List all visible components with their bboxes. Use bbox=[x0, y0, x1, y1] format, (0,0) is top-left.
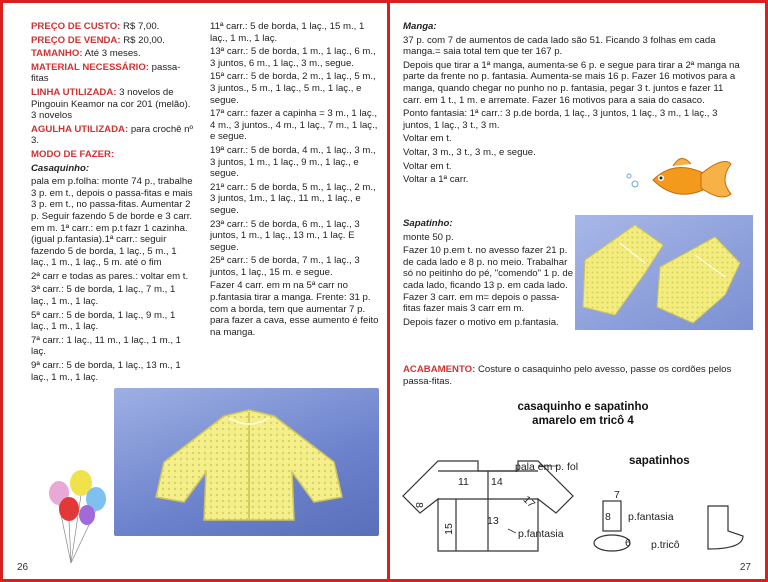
instruction-paragraph: Voltar em t. bbox=[403, 160, 452, 172]
sapatinhos-trico-label: p.tricô bbox=[651, 539, 680, 551]
instruction-paragraph: 17ª carr.: fazer a capinha = 3 m., 1 laç., 4 m., 3 juntos., 4 m., 1 laç., 7 m., 1 laç., e segue. bbox=[210, 108, 378, 143]
instruction-paragraph: pala em p.folha: monte 74 p., trabalhe 3 p. em t., depois o passa-fitas e mais 3 p. em t., no passa-fitas. Aumentar 2 p. Seguir fazendo 5 de borde e 3 carr. em m. 1ª carr.: em p.t fazr 1 cazinha.(igual p.fantasia).1ª carr.: seguir fazendo 5 de borda, 1 laç., 5 m., 1 laç., 1 m., 1 laç., 5 m. até o fim bbox=[31, 176, 193, 269]
instruction-paragraph: Depois que tirar a 1ª manga, aumenta-se 6 p. e segue para tirar a 2ª manga na parte da frente no p. fantasia. Aumenta-se mais 16 p. Fazer 16 motivos para a manga, quando chegar no punho no p. fantasia, pegar 3 t. juntos e fazer 11 carr. em 1 t., 1 m. e arremate. Fazer 16 motivos para a saia do casaco. bbox=[403, 59, 740, 106]
spec-line bbox=[31, 35, 193, 47]
spec-line bbox=[31, 124, 193, 147]
diagram-number: 8 bbox=[412, 502, 425, 508]
spec-line bbox=[31, 62, 193, 85]
booties-photo bbox=[575, 215, 753, 330]
spec-label: MODO DE FAZER: bbox=[31, 148, 115, 160]
instruction-paragraph: Fazer 4 carr. em m na 5ª carr no p.fantasia tirar a manga. Frente: 31 p. com a borda, tem que aumentar 7 p. para fazer a cava, esse aumento é feito na manga. bbox=[210, 280, 379, 338]
page-number-left: 26 bbox=[17, 562, 29, 573]
sapatinhos-fantasia-label: p.fantasia bbox=[628, 511, 674, 523]
instruction-paragraph: Voltar, 3 m., 3 t., 3 m., e segue. bbox=[403, 146, 536, 158]
spec-value: R$ 20,00. bbox=[123, 34, 165, 46]
page-divider bbox=[387, 3, 390, 579]
spec-label: AGULHA UTILIZADA: bbox=[31, 123, 129, 135]
acabamento-text: Costure o casaquinho pelo avesso, passe os cordões pelos passa-fitas. bbox=[403, 364, 732, 387]
pala-label: pala em p. fol bbox=[515, 461, 579, 473]
spec-label: TAMANHO: bbox=[31, 48, 83, 60]
instruction-paragraph: 19ª carr.: 5 de borda, 4 m., 1 laç., 3 m., 3 juntos, 1 m., 1 laç., 9 m., 1 laç., e segue. bbox=[210, 144, 376, 180]
instruction-paragraph: 13ª carr.: 5 de borda, 1 m., 1 laç., 6 m., 3 juntos, 6 m., 1 laç., 3 m., segue. bbox=[210, 46, 376, 69]
instruction-paragraph: 37 p. com 7 de aumentos de cada lado são 51. Ficando 3 folhas em cada manga.= saia total tem que ter 167 p. bbox=[403, 34, 716, 58]
spec-line bbox=[31, 149, 193, 161]
acabamento-label: ACABAMENTO: bbox=[403, 364, 476, 375]
spec-value: Até 3 meses. bbox=[84, 48, 141, 60]
spec-line bbox=[31, 21, 193, 33]
instruction-paragraph: Depois fazer o motivo em p.fantasia. bbox=[403, 316, 559, 328]
subtitle-line-1: casaquinho e sapatinho bbox=[517, 401, 649, 413]
sapatinhos-number: 6 bbox=[625, 537, 631, 549]
spec-label: PREÇO DE VENDA: bbox=[31, 34, 121, 46]
instruction-paragraph: Voltar em t. bbox=[403, 133, 452, 145]
instruction-paragraph: 7ª carr.: 1 laç., 11 m., 1 laç., 1 m., 1 laç. bbox=[31, 334, 181, 358]
instruction-paragraph: Fazer 10 p.em t. no avesso fazer 21 p. de cada lado e 8 p. no meio. Trabalhar só no peitinho do pé, "comendo" 1 p. de cada lado, ficando 13 p. em cada lado. Fazer 3 carr. em m= depois o passa-fitas fazer mais 3 carr em m. bbox=[403, 245, 574, 315]
instruction-paragraph: monte 50 p. bbox=[403, 231, 454, 243]
booties-image bbox=[575, 215, 753, 330]
sweater-photo bbox=[114, 388, 379, 536]
spec-value: para crochê nº 3. bbox=[31, 123, 194, 147]
goldfish-illustration bbox=[623, 150, 733, 208]
fantasia-label: p.fantasia bbox=[518, 528, 564, 540]
spec-value: R$ 7,00. bbox=[123, 21, 160, 32]
instruction-paragraph: 21ª carr.: 5 de borda, 5 m., 1 laç., 2 m., 3 juntos, 1m., 1 laç., 11 m., 1 laç., e segue. bbox=[210, 181, 376, 216]
left-column-2 bbox=[210, 21, 380, 340]
balloons-illustration bbox=[41, 465, 111, 565]
sapatinho-title: Sapatinho: bbox=[403, 218, 453, 229]
acabamento-block bbox=[403, 364, 743, 387]
diagram-number: 14 bbox=[491, 476, 503, 488]
instruction-paragraph: 23ª carr.: 5 de borda, 6 m., 1 laç., 3 juntos, 1 m., 1 laç., 13 m., 1 laç. E segue. bbox=[210, 218, 360, 253]
page-number-right: 27 bbox=[739, 562, 751, 573]
spec-label: LINHA UTILIZADA: bbox=[31, 86, 117, 98]
diagram-number: 11 bbox=[458, 476, 469, 488]
instruction-paragraph: 3ª carr.: 5 de borda, 1 laç., 7 m., 1 laç., 1 m., 1 laç. bbox=[31, 284, 176, 308]
instruction-paragraph: Voltar a 1ª carr. bbox=[403, 174, 469, 186]
spec-value: 3 novelos de Pingouin Keamor na cor 201 (melão). 3 novelos bbox=[31, 86, 191, 122]
instruction-paragraph: 9ª carr.: 5 de borda, 1 laç., 13 m., 1 laç., 1 m., 1 laç. bbox=[31, 360, 181, 383]
spec-line bbox=[31, 48, 193, 60]
instruction-paragraph: 15ª carr.: 5 de borda, 2 m., 1 laç., 5 m., 3 juntos., 5 m., 1 laç., 5 m., 1 laç., e segue. bbox=[210, 71, 376, 106]
pattern-subtitle bbox=[483, 400, 683, 428]
spec-value: passa-fitas bbox=[31, 61, 181, 85]
spec-label: MATERIAL NECESSÁRIO: bbox=[31, 61, 149, 73]
sapatinhos-number: 8 bbox=[605, 511, 611, 523]
instruction-paragraph: 5ª carr.: 5 de borda, 1 laç., 9 m., 1 laç., 1 m., 1 laç. bbox=[31, 309, 176, 333]
diagram-number: 17 bbox=[520, 493, 538, 511]
sapatinho-column bbox=[403, 218, 575, 330]
sapatinhos-number: 7 bbox=[614, 489, 620, 501]
casaquinho-title: Casaquinho: bbox=[31, 162, 90, 174]
spec-label: PREÇO DE CUSTO: bbox=[31, 21, 121, 32]
subtitle-line-2: amarelo em tricô 4 bbox=[532, 415, 634, 427]
instruction-paragraph: 25ª carr.: 5 de borda, 7 m., 1 laç., 3 juntos, 1 laç., 15 m. e segue. bbox=[210, 255, 360, 278]
instruction-paragraph: Ponto fantasia: 1ª carr.: 3 p.de borda, 1 laç., 3 juntos, 1 laç., 3 m., 1 laç., 3 juntos, 1 laç., 3 t., 3 m. bbox=[403, 108, 718, 131]
diagram-number: 15 bbox=[442, 523, 455, 535]
instruction-paragraph: 11ª carr.: 5 de borda, 1 laç., 15 m., 1 laç., 1 m., 1 laç. bbox=[210, 21, 365, 44]
left-column-1 bbox=[31, 21, 193, 385]
manga-title: Manga: bbox=[403, 21, 437, 32]
instruction-paragraph: 2ª carr e todas as pares.: voltar em t. bbox=[31, 270, 189, 282]
sapatinhos-title: sapatinhos bbox=[629, 455, 690, 467]
diagram-number: 13 bbox=[487, 515, 499, 527]
spec-line bbox=[31, 87, 193, 122]
sweater-image bbox=[154, 402, 344, 522]
